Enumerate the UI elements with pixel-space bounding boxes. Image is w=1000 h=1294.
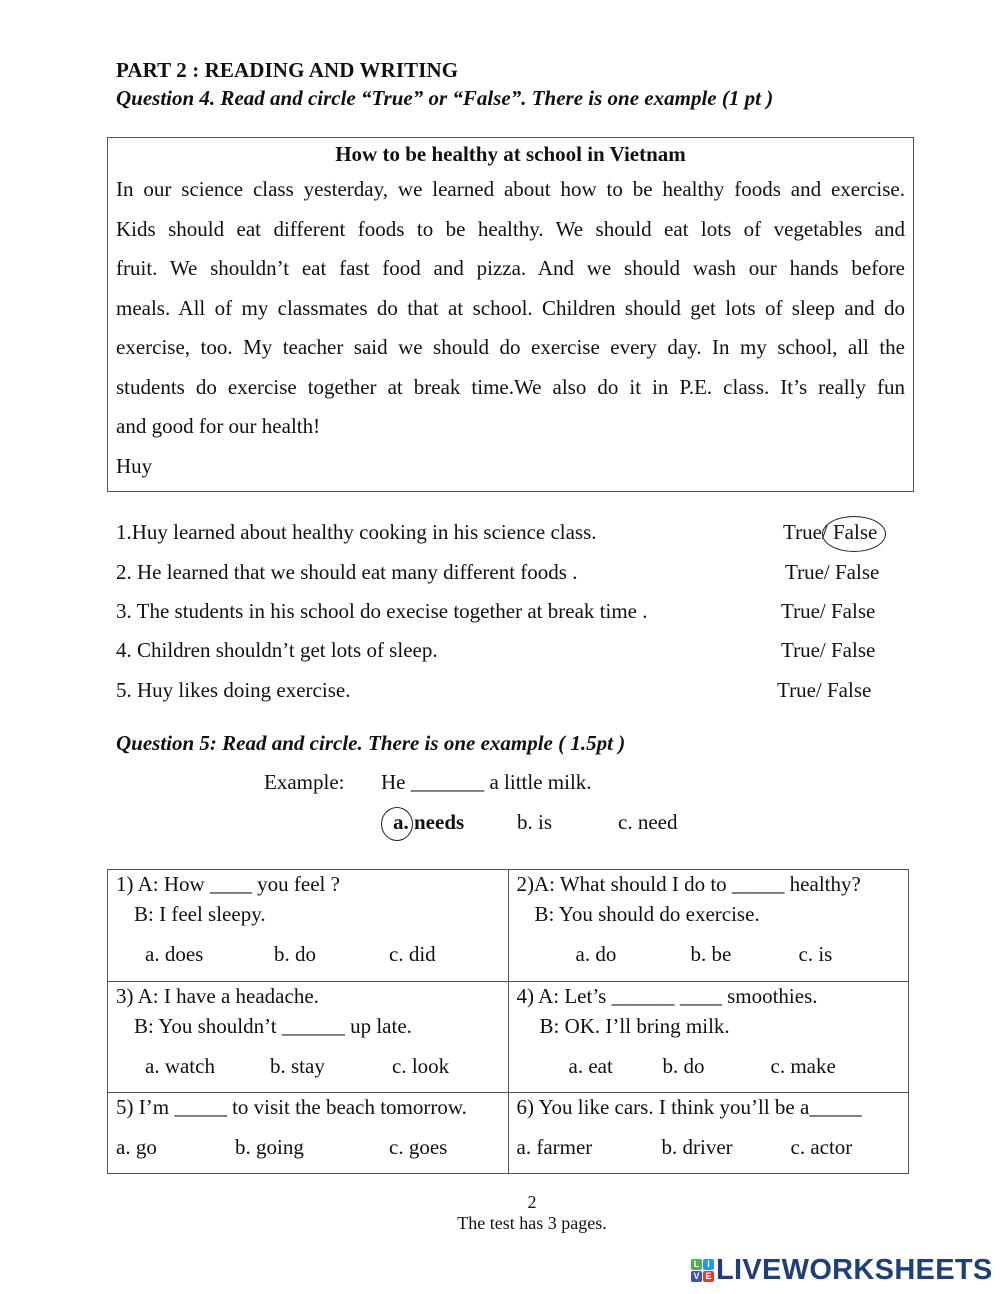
example-option-c[interactable]: c. need xyxy=(618,810,678,834)
true-false-choice[interactable]: True/ False xyxy=(777,678,872,702)
statement-row xyxy=(116,520,906,550)
page-number: 2 xyxy=(527,1192,537,1212)
live-blocks-icon xyxy=(691,1259,714,1282)
item-line-a: 1) A: How ____ you feel ? xyxy=(116,872,340,896)
question-4-title: Question 4. Read and circle “True” or “False”. There is one example (1 pt ) xyxy=(116,86,774,110)
statement-row xyxy=(116,638,906,668)
item-line-b: B: You shouldn’t ______ up late. xyxy=(134,1014,412,1038)
true-false-choice[interactable]: True/ False xyxy=(785,560,880,584)
logo-block-l: L xyxy=(691,1259,702,1270)
option-c[interactable]: c. make xyxy=(770,1054,836,1078)
option-b[interactable]: b. driver xyxy=(661,1135,733,1159)
option-c[interactable]: c. did xyxy=(389,942,436,966)
item-line-a: 5) I’m _____ to visit the beach tomorrow. xyxy=(116,1095,467,1119)
option-c[interactable]: c. look xyxy=(392,1054,450,1078)
passage-line: In our science class yesterday, we learned about how to be healthy foods and exercise. xyxy=(116,177,905,201)
item-line-b: B: You should do exercise. xyxy=(534,902,760,926)
passage-line: exercise, too. My teacher said we should do exercise every day. In my school, all the xyxy=(116,335,905,359)
option-c[interactable]: c. is xyxy=(798,942,833,966)
statement-row xyxy=(116,560,906,590)
passage-author: Huy xyxy=(116,453,153,478)
statement-row xyxy=(116,678,906,708)
mc-item-3 xyxy=(108,982,509,1093)
example-option-b[interactable]: b. is xyxy=(517,810,553,834)
item-line-a: 6) You like cars. I think you’ll be a_____ xyxy=(516,1095,862,1119)
option-letter: a. xyxy=(393,810,409,834)
item-line-a: 3) A: I have a headache. xyxy=(116,984,319,1008)
option-b[interactable]: b. do xyxy=(274,942,316,966)
option-a[interactable]: a. do xyxy=(575,942,617,966)
passage-line: Kids should eat different foods to be healthy. We should eat lots of vegetables and xyxy=(116,216,905,241)
question-5-title: Question 5: Read and circle. There is one example ( 1.5pt ) xyxy=(116,731,626,755)
multiple-choice-grid xyxy=(107,869,909,1174)
item-line-a: 2)A: What should I do to _____ healthy? xyxy=(516,872,861,896)
passage-line: meals. All of my classmates do that at school. Children should get lots of sleep and do xyxy=(116,295,905,320)
option-b[interactable]: b. stay xyxy=(270,1054,325,1078)
page-count-note: The test has 3 pages. xyxy=(457,1213,607,1233)
true-false-choice[interactable]: True/ False xyxy=(783,520,878,544)
part-title: PART 2 : READING AND WRITING xyxy=(116,58,459,82)
passage-line: fruit. We shouldn’t eat fast food and pizza. And we should wash our hands before xyxy=(116,256,905,280)
answer-circle xyxy=(822,516,886,552)
statement-text: 3. The students in his school do execise together at break time . xyxy=(116,599,648,623)
example-sentence: He _______ a little milk. xyxy=(381,770,592,794)
item-line-b: B: OK. I’ll bring milk. xyxy=(539,1014,730,1038)
example-options xyxy=(393,810,693,840)
logo-block-e: E xyxy=(703,1271,714,1282)
logo-block-i: I xyxy=(703,1259,714,1270)
statement-text: 1.Huy learned about healthy cooking in his science class. xyxy=(116,520,597,544)
option-c[interactable]: c. actor xyxy=(790,1135,853,1159)
passage-line: students do exercise together at break time.We also do it in P.E. class. It’s really fun xyxy=(116,374,905,399)
option-a[interactable]: a. go xyxy=(116,1135,157,1159)
mc-item-6 xyxy=(508,1093,909,1174)
mc-item-4 xyxy=(508,982,909,1093)
statement-text: 2. He learned that we should eat many different foods . xyxy=(116,560,578,584)
true-false-choice[interactable]: True/ False xyxy=(781,599,876,623)
statement-text: 4. Children shouldn’t get lots of sleep. xyxy=(116,638,438,662)
statement-row xyxy=(116,599,906,629)
option-word: needs xyxy=(414,810,465,834)
mc-item-1 xyxy=(108,870,509,982)
mc-item-5 xyxy=(108,1093,509,1174)
example-label: Example: xyxy=(264,770,345,794)
item-line-a: 4) A: Let’s ______ ____ smoothies. xyxy=(516,984,818,1008)
option-a[interactable]: a. does xyxy=(145,942,204,966)
statement-text: 5. Huy likes doing exercise. xyxy=(116,678,351,702)
passage-body xyxy=(108,170,913,447)
example-sentence-row xyxy=(264,770,592,795)
option-a[interactable]: a. eat xyxy=(568,1054,613,1078)
example-answer-circle xyxy=(381,807,413,841)
option-b[interactable]: b. going xyxy=(235,1135,304,1159)
option-a[interactable]: a. watch xyxy=(145,1054,215,1078)
logo-block-v: V xyxy=(691,1271,702,1282)
passage-line: and good for our health! xyxy=(116,414,321,438)
true-false-choice[interactable]: True/ False xyxy=(781,638,876,662)
liveworksheets-logo xyxy=(691,1255,993,1285)
passage-title: How to be healthy at school in Vietnam xyxy=(335,142,686,166)
option-b[interactable]: b. be xyxy=(690,942,732,966)
reading-passage-box xyxy=(107,137,914,492)
option-b[interactable]: b. do xyxy=(662,1054,705,1078)
brand-name: LIVEWORKSHEETS xyxy=(716,1254,993,1286)
item-line-b: B: I feel sleepy. xyxy=(134,902,266,926)
option-a[interactable]: a. farmer xyxy=(516,1135,593,1159)
mc-item-2 xyxy=(508,870,909,982)
option-c[interactable]: c. goes xyxy=(389,1135,448,1159)
